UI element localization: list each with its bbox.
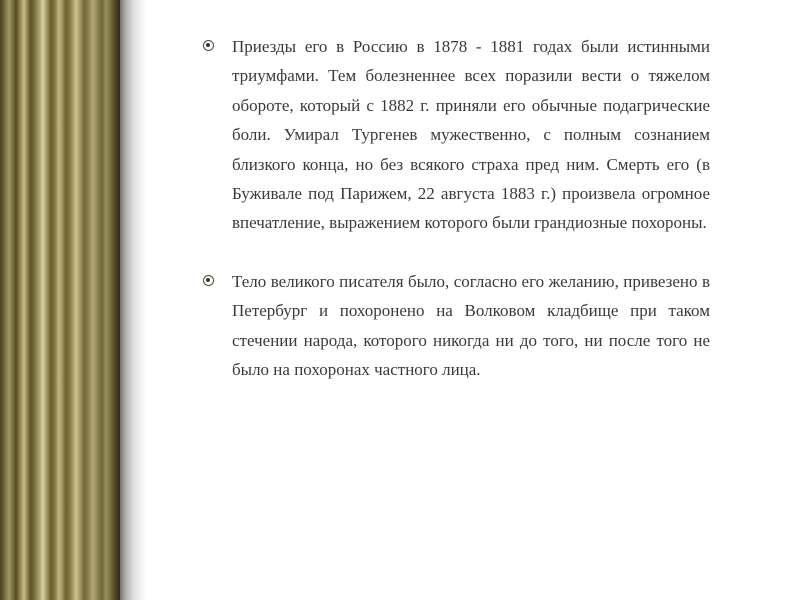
paragraph-1 [200, 32, 710, 238]
paragraph-2 [200, 267, 710, 385]
pillar-shadow [120, 0, 146, 600]
circle-bullet-icon [203, 40, 214, 51]
paragraph-2-text: Тело великого писателя было, согласно его желанию, привезено в Петербург и похоронено на Волковом кладбище при таком стечении народа, которого никогда ни до того, ни после того не было на похоронах частного лица. [232, 271, 710, 380]
paragraph-1-text: Приезды его в Россию в 1878 - 1881 годах были истинными триумфами. Тем болезненнее всех поразили вести о тяжелом обороте, который с 1882 г. приняли его обычные подагрические боли. Умирал Тургенев мужественно, с полным сознанием близкого конца, но без всякого страха пред ним. Смерть его (в Буживале под Парижем, 22 августа 1883 г.) произвела огромное впечатление, выражением которого были грандиозные похороны. [232, 37, 710, 233]
circle-bullet-icon [203, 275, 214, 286]
decorative-gold-pillar [0, 0, 120, 600]
slide-content [200, 32, 710, 384]
